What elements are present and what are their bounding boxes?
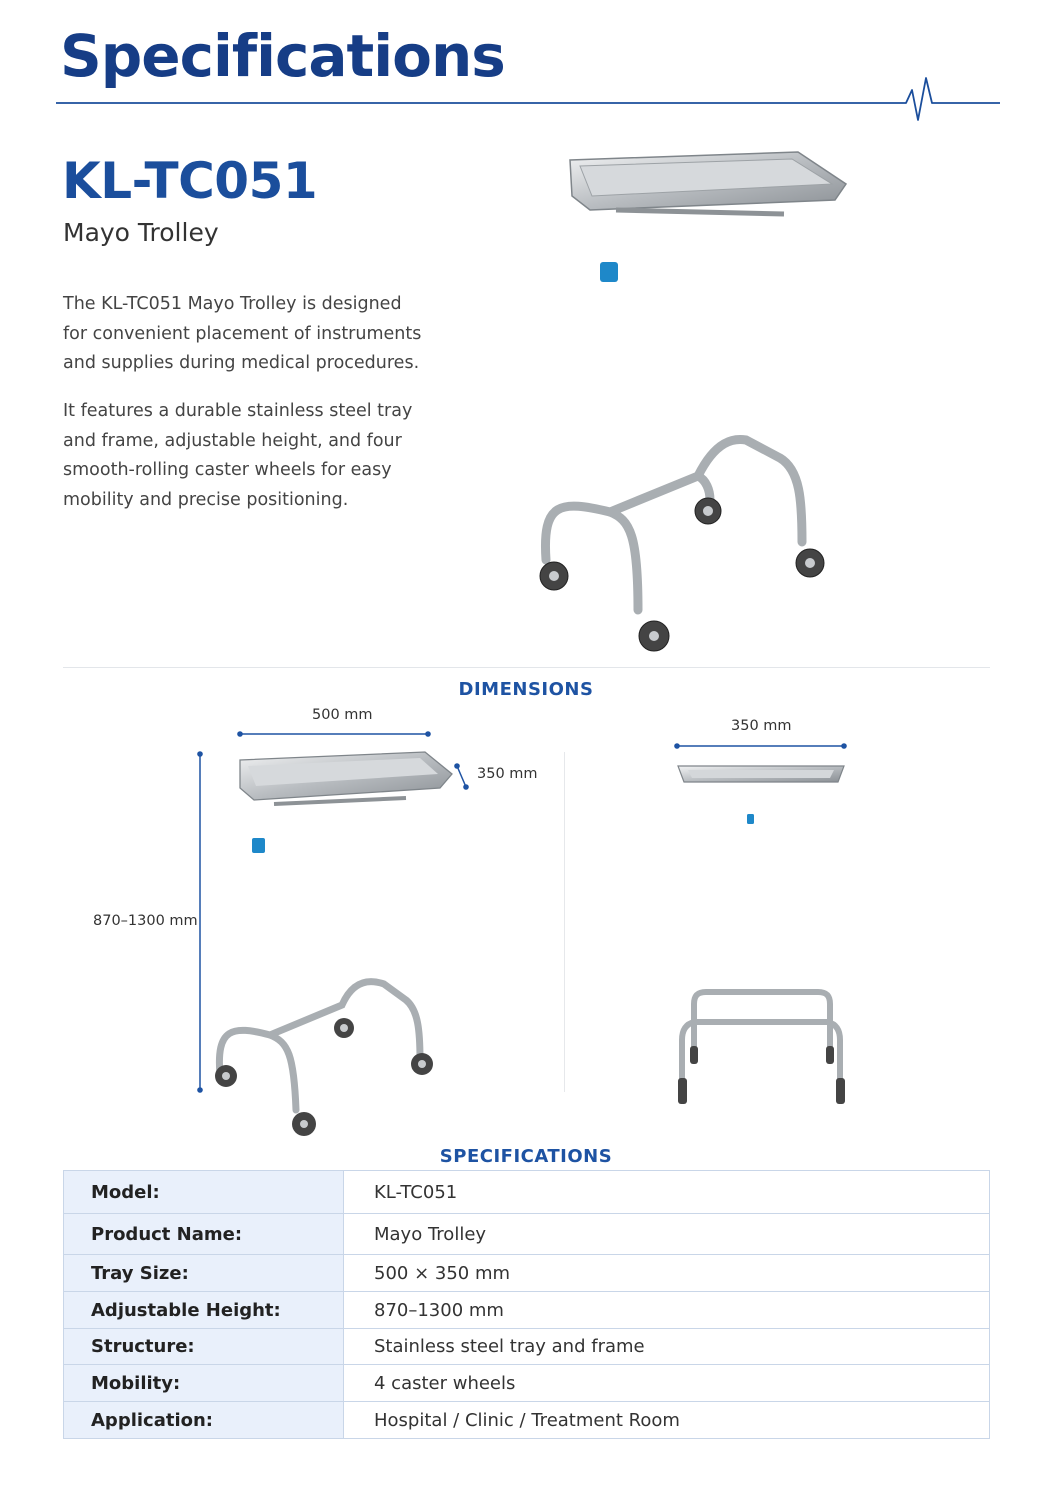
spec-label: Application:	[64, 1402, 344, 1439]
spec-label: Product Name:	[64, 1214, 344, 1255]
spec-label: Mobility:	[64, 1365, 344, 1402]
spec-row	[64, 1171, 990, 1214]
tray-depth-label: 350 mm	[477, 766, 538, 782]
heartbeat-line-icon	[56, 70, 1000, 130]
height-range-label: 870–1300 mm	[93, 913, 198, 929]
model-title: KL-TC051	[62, 152, 318, 210]
spec-label: Tray Size:	[64, 1255, 344, 1292]
spec-row	[64, 1214, 990, 1255]
specifications-table	[63, 1170, 990, 1439]
spec-row	[64, 1292, 990, 1329]
description-paragraph: The KL-TC051 Mayo Trolley is designed for convenient placement of instruments and supplies during medical procedures.	[63, 294, 422, 373]
product-name: Mayo Trolley	[63, 218, 219, 247]
spec-value: Stainless steel tray and frame	[344, 1329, 990, 1365]
spec-value: 500 × 350 mm	[344, 1255, 990, 1292]
spec-value: Hospital / Clinic / Treatment Room	[344, 1402, 990, 1439]
spec-row	[64, 1255, 990, 1292]
front-view-dimension-diagram	[650, 710, 880, 1120]
spec-value: 870–1300 mm	[344, 1292, 990, 1329]
dimensions-heading: DIMENSIONS	[458, 679, 594, 700]
spec-value: Mayo Trolley	[344, 1214, 990, 1255]
spec-label: Adjustable Height:	[64, 1292, 344, 1329]
spec-row	[64, 1365, 990, 1402]
specifications-heading: SPECIFICATIONS	[439, 1146, 613, 1167]
section-divider	[63, 667, 990, 668]
front-width-label: 350 mm	[731, 718, 792, 734]
spec-row	[64, 1329, 990, 1365]
view-separator	[564, 752, 565, 1092]
tray-width-label: 500 mm	[312, 707, 373, 723]
spec-row	[64, 1402, 990, 1439]
spec-label: Model:	[64, 1171, 344, 1214]
page-title: Specifications	[60, 22, 505, 90]
description-paragraph: It features a durable stainless steel tray and frame, adjustable height, and four smooth-rolling caster wheels for easy mobility and precise positioning.	[63, 401, 413, 510]
spec-value: 4 caster wheels	[344, 1365, 990, 1402]
spec-value: KL-TC051	[344, 1171, 990, 1214]
spec-label: Structure:	[64, 1329, 344, 1365]
trolley-product-image	[520, 140, 860, 660]
